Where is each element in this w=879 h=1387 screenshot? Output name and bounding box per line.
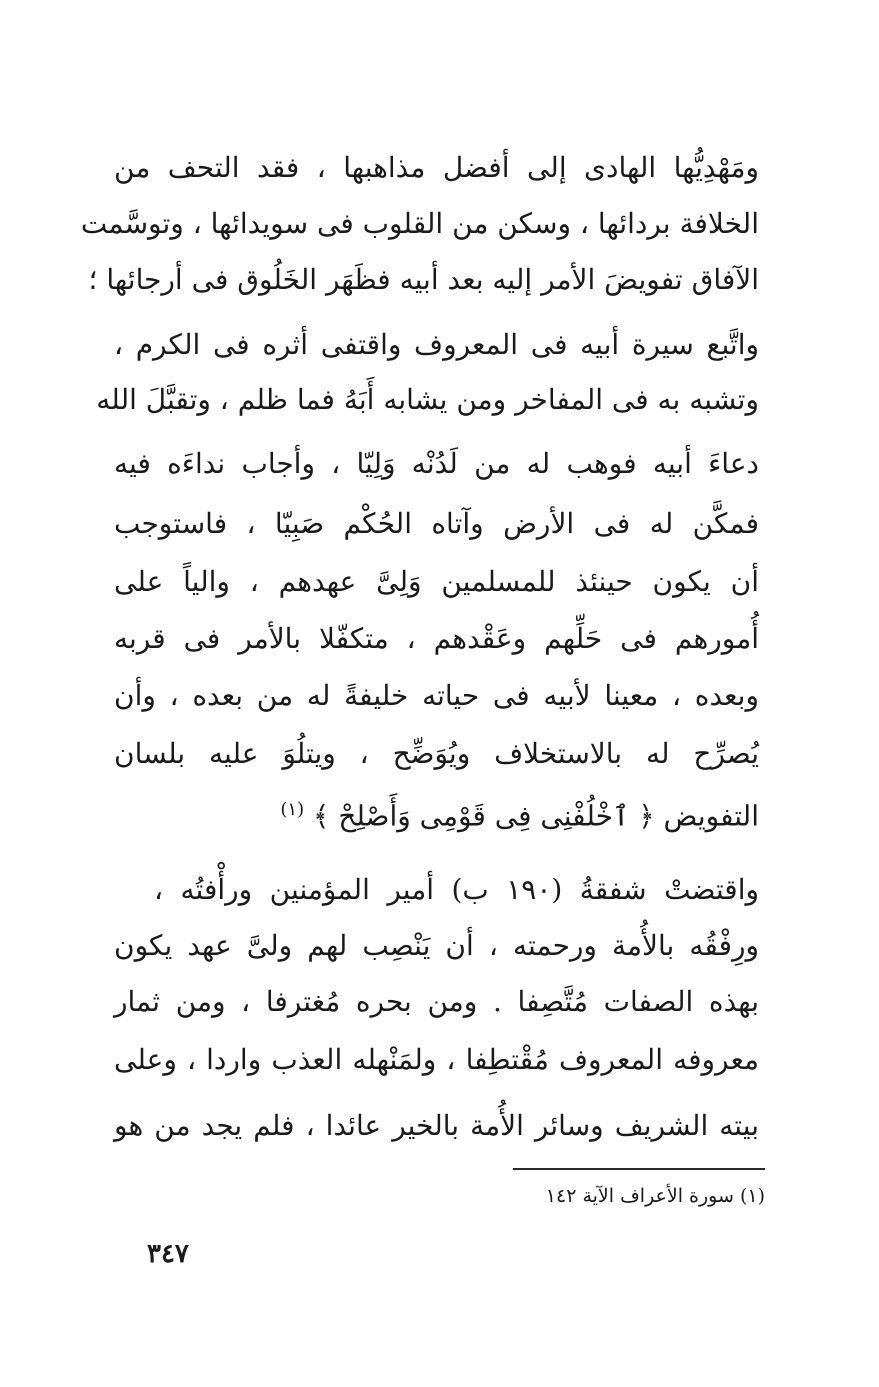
text-line: أُمورهم فى حَلِّهم وعَقْدهم ، متكفّلا بالأمر فى قربه xyxy=(114,622,759,655)
text-line: وبعده ، معينا لأبيه فى حياته خليفةً له من بعده ، وأن xyxy=(114,679,759,712)
text-line: دعاءَ أبيه فوهب له من لَدُنْه وَلِيّا ، وأجاب نداءَه فيه xyxy=(114,447,759,480)
text-line: ومَهْدِيُّها الهادى إلى أفضل مذاهبها ، فقد التحف من xyxy=(114,151,759,184)
footnote: (١) سورة الأعراف الآية ١٤٢ xyxy=(545,1185,765,1207)
text-line: فمكَّن له فى الأرض وآتاه الحُكْم صَبِيّا ، فاستوجب xyxy=(114,507,759,540)
text-line: يُصرِّح له بالاستخلاف ويُوَضِّح ، ويتلُوَ عليه بلسان xyxy=(114,737,759,770)
text-line: أن يكون حينئذ للمسلمين وَلِىَّ عهدهم ، والياً على xyxy=(114,565,759,598)
text-line: الخلافة بردائها ، وسكن من القلوب فى سويدائها ، وتوسَّمت xyxy=(80,207,759,240)
text-line: بهذه الصفات مُتَّصِفا . ومن بحره مُغترفا ، ومن ثمار xyxy=(114,985,759,1018)
text-line: وتشبه به فى المفاخر ومن يشابه أَبَهُ فما ظلم ، وتقبَّلَ الله xyxy=(96,383,759,416)
text-line: واقتضتْ شفقةُ (١٩٠ ب) أمير المؤمنين ورأْفتُه ، xyxy=(154,873,759,906)
text-line: بيته الشريف وسائر الأُمة بالخير عائدا ، فلم يجد من هو xyxy=(114,1109,759,1142)
page-number: ٣٤٧ xyxy=(147,1239,189,1269)
text-line xyxy=(114,782,759,838)
footnote-marker: (١) xyxy=(280,799,305,820)
quran-verse: التفويض ﴿ ٱخْلُفْنِى فِى قَوْمِى وَأَصْلِحْ ﴾ xyxy=(313,799,759,833)
text-line: ورِفْقُه بالأُمة ورحمته ، أن يَنْصِب لهم ولىَّ عهد يكون xyxy=(114,929,759,962)
text-line: واتَّبع سيرة أبيه فى المعروف واقتفى أثره فى الكرم ، xyxy=(114,328,759,361)
text-line: معروفه المعروف مُقْتطِفا ، ولمَنْهله العذب واردا ، وعلى xyxy=(114,1043,759,1076)
text-line: الآفاق تفويضَ الأمر إليه بعد أبيه فظَهَر الخَلُوق فى أرجائها ؛ xyxy=(88,263,759,296)
footnote-divider xyxy=(513,1168,765,1170)
